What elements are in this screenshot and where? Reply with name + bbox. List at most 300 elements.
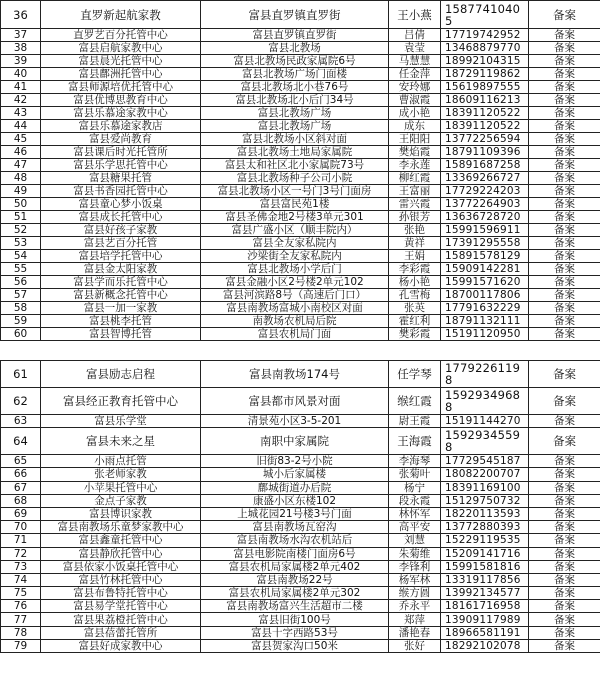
row-number-cell: 45 <box>1 133 41 146</box>
status-cell: 备案 <box>529 415 600 428</box>
phone-cell: 15991596911 <box>441 224 529 237</box>
table-row <box>1 468 600 481</box>
row-number-cell: 58 <box>1 302 41 315</box>
status-cell: 备案 <box>529 276 600 289</box>
table-row <box>1 600 600 613</box>
address-cell: 旧街83-2号小院 <box>201 455 389 468</box>
address-cell: 富县北教场广场 <box>201 107 389 120</box>
table-row <box>1 185 600 198</box>
contact-person-cell: 任学琴 <box>389 361 441 388</box>
institution-name-cell: 富县新概念托管中心 <box>41 289 201 302</box>
phone-cell: 18992104315 <box>441 55 529 68</box>
table-row <box>1 211 600 224</box>
contact-person-cell: 杨小艳 <box>389 276 441 289</box>
status-cell: 备案 <box>529 237 600 250</box>
contact-person-cell: 曹淑霞 <box>389 94 441 107</box>
phone-cell: 18729119862 <box>441 68 529 81</box>
table-row <box>1 198 600 211</box>
table-row <box>1 455 600 468</box>
phone-cell: 15209141716 <box>441 547 529 560</box>
table-row <box>1 639 600 652</box>
institution-name-cell: 富县鑫童托管中心 <box>41 534 201 547</box>
institution-name-cell: 直罗新起航家教 <box>41 1 201 29</box>
phone-cell: 15991571620 <box>441 276 529 289</box>
contact-person-cell: 王小燕 <box>389 1 441 29</box>
address-cell: 康盛小区东楼102 <box>201 494 389 507</box>
contact-person-cell: 雷兴霞 <box>389 198 441 211</box>
institution-name-cell: 富县鄜洲托管中心 <box>41 68 201 81</box>
table-row <box>1 315 600 328</box>
institution-name-cell: 富县乐慕途家教中心 <box>41 107 201 120</box>
address-cell: 南职中家属院 <box>201 428 389 455</box>
table-row <box>1 302 600 315</box>
row-number-cell: 62 <box>1 388 41 415</box>
phone-cell: 15891578129 <box>441 250 529 263</box>
institution-name-cell: 富县学而乐托管中心 <box>41 276 201 289</box>
contact-person-cell: 刘慧 <box>389 534 441 547</box>
phone-cell: 13636728720 <box>441 211 529 224</box>
address-cell: 富县南教场水沟农机站后 <box>201 534 389 547</box>
address-cell: 富县广盛小区（顺丰院内） <box>201 224 389 237</box>
address-cell: 城小后家属楼 <box>201 468 389 481</box>
institution-name-cell: 富县南教场乐童梦家教中心 <box>41 521 201 534</box>
contact-person-cell: 郑萍 <box>389 613 441 626</box>
status-cell: 备案 <box>529 315 600 328</box>
institution-name-cell: 富县童心梦小饭桌 <box>41 198 201 211</box>
row-number-cell: 75 <box>1 587 41 600</box>
institution-name-cell: 富县励志启程 <box>41 361 201 388</box>
phone-cell: 18966581191 <box>441 626 529 639</box>
table-row <box>1 120 600 133</box>
table-row <box>1 494 600 507</box>
contact-person-cell: 王娟 <box>389 250 441 263</box>
row-number-cell: 61 <box>1 361 41 388</box>
phone-cell: 17729545187 <box>441 455 529 468</box>
phone-cell: 17792261198 <box>441 361 529 388</box>
address-cell: 富县电影院南楼门面房6号 <box>201 547 389 560</box>
row-number-cell: 59 <box>1 315 41 328</box>
phone-cell: 15877410405 <box>441 1 529 29</box>
address-cell: 富县北教场北小巷76号 <box>201 81 389 94</box>
phone-cell: 18391120522 <box>441 107 529 120</box>
table-row <box>1 146 600 159</box>
table-row <box>1 388 600 415</box>
address-cell: 富县北教场 <box>201 42 389 55</box>
status-cell: 备案 <box>529 587 600 600</box>
phone-cell: 13468879770 <box>441 42 529 55</box>
address-cell: 富县北教场广场门面楼 <box>201 68 389 81</box>
phone-cell: 15619897555 <box>441 81 529 94</box>
contact-person-cell: 成小艳 <box>389 107 441 120</box>
row-number-cell: 63 <box>1 415 41 428</box>
row-number-cell: 47 <box>1 159 41 172</box>
address-cell: 富县南教场174号 <box>201 361 389 388</box>
institution-name-cell: 富县优博思教育中心 <box>41 94 201 107</box>
contact-person-cell: 缑红霞 <box>389 388 441 415</box>
institution-name-cell: 富县易学堂托管中心 <box>41 600 201 613</box>
table-row <box>1 521 600 534</box>
status-cell: 备案 <box>529 94 600 107</box>
table-row <box>1 107 600 120</box>
address-cell: 富县南教场22号 <box>201 573 389 586</box>
status-cell: 备案 <box>529 81 600 94</box>
table-row <box>1 573 600 586</box>
row-number-cell: 77 <box>1 613 41 626</box>
status-cell: 备案 <box>529 55 600 68</box>
phone-cell: 18391120522 <box>441 120 529 133</box>
institution-name-cell: 富县静欣托管中心 <box>41 547 201 560</box>
status-cell: 备案 <box>529 428 600 455</box>
address-cell: 富县金融小区2号楼2单元102 <box>201 276 389 289</box>
phone-cell: 15891687258 <box>441 159 529 172</box>
status-cell: 备案 <box>529 29 600 42</box>
contact-person-cell: 朱菊维 <box>389 547 441 560</box>
phone-cell: 13772880393 <box>441 521 529 534</box>
row-number-cell: 43 <box>1 107 41 120</box>
address-cell: 富县旧街100号 <box>201 613 389 626</box>
institution-name-cell: 富县蓓蕾托管所 <box>41 626 201 639</box>
row-number-cell: 41 <box>1 81 41 94</box>
address-cell: 富县直罗镇直罗街 <box>201 29 389 42</box>
status-cell: 备案 <box>529 455 600 468</box>
table-row <box>1 1 600 29</box>
contact-person-cell: 吕倩 <box>389 29 441 42</box>
address-cell: 富县北教场北小后门34号 <box>201 94 389 107</box>
status-cell: 备案 <box>529 388 600 415</box>
status-cell: 备案 <box>529 361 600 388</box>
contact-person-cell: 乔永平 <box>389 600 441 613</box>
status-cell: 备案 <box>529 507 600 520</box>
contact-person-cell: 孔雪梅 <box>389 289 441 302</box>
institution-name-cell: 富县智博托管 <box>41 328 201 341</box>
row-number-cell: 52 <box>1 224 41 237</box>
row-number-cell: 48 <box>1 172 41 185</box>
institution-name-cell: 富县爱尚教育 <box>41 133 201 146</box>
contact-person-cell: 张艳 <box>389 224 441 237</box>
address-cell: 沙梁街全友家私院内 <box>201 250 389 263</box>
row-number-cell: 70 <box>1 521 41 534</box>
phone-cell: 13992134577 <box>441 587 529 600</box>
address-cell: 富县北教场小区斜对面 <box>201 133 389 146</box>
phone-cell: 15909142281 <box>441 263 529 276</box>
address-cell: 上城花园21号楼3号门面 <box>201 507 389 520</box>
phone-cell: 13772256594 <box>441 133 529 146</box>
phone-cell: 15991581816 <box>441 560 529 573</box>
institution-name-cell: 富县好成家教中心 <box>41 639 201 652</box>
row-number-cell: 79 <box>1 639 41 652</box>
table-row <box>1 94 600 107</box>
status-cell: 备案 <box>529 560 600 573</box>
contact-person-cell: 安玲娜 <box>389 81 441 94</box>
row-number-cell: 78 <box>1 626 41 639</box>
institution-name-cell: 富县金太阳家教 <box>41 263 201 276</box>
contact-person-cell: 段永霞 <box>389 494 441 507</box>
status-cell: 备案 <box>529 481 600 494</box>
row-number-cell: 57 <box>1 289 41 302</box>
institution-name-cell: 富县好孩子家教 <box>41 224 201 237</box>
status-cell: 备案 <box>529 133 600 146</box>
table-row <box>1 29 600 42</box>
row-number-cell: 68 <box>1 494 41 507</box>
contact-person-cell: 高平安 <box>389 521 441 534</box>
phone-cell: 18700117806 <box>441 289 529 302</box>
status-cell: 备案 <box>529 68 600 81</box>
status-cell: 备案 <box>529 1 600 29</box>
institution-name-cell: 富县乐学思托管中心 <box>41 159 201 172</box>
phone-cell: 15191120950 <box>441 328 529 341</box>
phone-cell: 13909117989 <box>441 613 529 626</box>
row-number-cell: 56 <box>1 276 41 289</box>
institution-name-cell: 富县一加一家教 <box>41 302 201 315</box>
address-cell: 富县富民苑1楼 <box>201 198 389 211</box>
address-cell: 富县北教场种子公司小院 <box>201 172 389 185</box>
phone-cell: 18609116213 <box>441 94 529 107</box>
row-number-cell: 53 <box>1 237 41 250</box>
status-cell: 备案 <box>529 521 600 534</box>
row-number-cell: 67 <box>1 481 41 494</box>
address-cell: 鄜城街道办后院 <box>201 481 389 494</box>
institution-name-cell: 富县竹林托管中心 <box>41 573 201 586</box>
table-row <box>1 587 600 600</box>
row-number-cell: 42 <box>1 94 41 107</box>
phone-cell: 18391169100 <box>441 481 529 494</box>
institution-name-cell: 富县师源培优托管中心 <box>41 81 201 94</box>
institution-name-cell: 富县课后时光托管所 <box>41 146 201 159</box>
row-number-cell: 76 <box>1 600 41 613</box>
institution-name-cell: 富县未来之星 <box>41 428 201 455</box>
institution-name-cell: 富县依家小饭桌托管中心 <box>41 560 201 573</box>
status-cell: 备案 <box>529 224 600 237</box>
row-number-cell: 50 <box>1 198 41 211</box>
address-cell: 富县农机局门面 <box>201 328 389 341</box>
contact-person-cell: 王富丽 <box>389 185 441 198</box>
status-cell: 备案 <box>529 250 600 263</box>
table-row <box>1 42 600 55</box>
status-cell: 备案 <box>529 302 600 315</box>
table-row <box>1 68 600 81</box>
address-cell: 富县全友家私院内 <box>201 237 389 250</box>
contact-person-cell: 任金萍 <box>389 68 441 81</box>
contact-person-cell: 袁莹 <box>389 42 441 55</box>
address-cell: 富县北教场小区一号门3号门面房 <box>201 185 389 198</box>
table-row <box>1 328 600 341</box>
contact-person-cell: 黄祥 <box>389 237 441 250</box>
status-cell: 备案 <box>529 185 600 198</box>
address-cell: 富县直罗镇直罗街 <box>201 1 389 29</box>
status-cell: 备案 <box>529 146 600 159</box>
table-row <box>1 626 600 639</box>
table-row <box>1 415 600 428</box>
row-number-cell: 65 <box>1 455 41 468</box>
row-number-cell: 55 <box>1 263 41 276</box>
contact-person-cell: 李永莲 <box>389 159 441 172</box>
row-number-cell: 44 <box>1 120 41 133</box>
table-row <box>1 81 600 94</box>
row-number-cell: 40 <box>1 68 41 81</box>
institution-name-cell: 富县乐学堂 <box>41 415 201 428</box>
address-cell: 富县南教场富城小南校区对面 <box>201 302 389 315</box>
status-cell: 备案 <box>529 198 600 211</box>
table-row <box>1 159 600 172</box>
row-number-cell: 37 <box>1 29 41 42</box>
table-row <box>1 133 600 146</box>
address-cell: 富县北教场广场 <box>201 120 389 133</box>
institution-name-cell: 直罗艺百分托管中心 <box>41 29 201 42</box>
table-row <box>1 560 600 573</box>
institution-name-cell: 富县晨光托管中心 <box>41 55 201 68</box>
status-cell: 备案 <box>529 468 600 481</box>
table-row <box>1 547 600 560</box>
table-row <box>1 250 600 263</box>
institution-name-cell: 富县果荔橙托管中心 <box>41 613 201 626</box>
address-cell: 富县太和社区北小家属院73号 <box>201 159 389 172</box>
status-cell: 备案 <box>529 211 600 224</box>
table-row <box>1 289 600 302</box>
table-row <box>1 276 600 289</box>
phone-cell: 13772264903 <box>441 198 529 211</box>
contact-person-cell: 杨宁 <box>389 481 441 494</box>
registry-table-1 <box>0 0 600 341</box>
address-cell: 南教场农机局后院 <box>201 315 389 328</box>
row-number-cell: 54 <box>1 250 41 263</box>
institution-name-cell: 富县培学托管中心 <box>41 250 201 263</box>
phone-cell: 18791132111 <box>441 315 529 328</box>
institution-name-cell: 富县布鲁特托管中心 <box>41 587 201 600</box>
institution-name-cell: 富县乐慕途家教店 <box>41 120 201 133</box>
address-cell: 富县农机局家属楼2单元302 <box>201 587 389 600</box>
address-cell: 富县都市风景对面 <box>201 388 389 415</box>
row-number-cell: 74 <box>1 573 41 586</box>
phone-cell: 18082200707 <box>441 468 529 481</box>
contact-person-cell: 潘艳春 <box>389 626 441 639</box>
status-cell: 备案 <box>529 613 600 626</box>
phone-cell: 17791632229 <box>441 302 529 315</box>
status-cell: 备案 <box>529 328 600 341</box>
contact-person-cell: 王阳阳 <box>389 133 441 146</box>
table-row <box>1 507 600 520</box>
address-cell: 富县北教场小学后门 <box>201 263 389 276</box>
contact-person-cell: 樊彩霞 <box>389 328 441 341</box>
table-row <box>1 613 600 626</box>
contact-person-cell: 林怀军 <box>389 507 441 520</box>
row-number-cell: 39 <box>1 55 41 68</box>
institution-name-cell: 富县经正教育托管中心 <box>41 388 201 415</box>
table-row <box>1 55 600 68</box>
institution-name-cell: 富县艺百分托管 <box>41 237 201 250</box>
contact-person-cell: 孙银芳 <box>389 211 441 224</box>
row-number-cell: 72 <box>1 547 41 560</box>
address-cell: 富县北教场民政家属院6号 <box>201 55 389 68</box>
phone-cell: 17391295558 <box>441 237 529 250</box>
address-cell: 富县农机局家属楼2单元402 <box>201 560 389 573</box>
address-cell: 富县十字西路53号 <box>201 626 389 639</box>
phone-cell: 17719742952 <box>441 29 529 42</box>
contact-person-cell: 霍红利 <box>389 315 441 328</box>
institution-name-cell: 富县桃李托管 <box>41 315 201 328</box>
contact-person-cell: 张英 <box>389 302 441 315</box>
institution-name-cell: 富县糖果托管 <box>41 172 201 185</box>
phone-cell: 13369266727 <box>441 172 529 185</box>
table-row <box>1 172 600 185</box>
row-number-cell: 46 <box>1 146 41 159</box>
contact-person-cell: 李海琴 <box>389 455 441 468</box>
contact-person-cell: 杨军林 <box>389 573 441 586</box>
status-cell: 备案 <box>529 600 600 613</box>
institution-name-cell: 小苹果托管中心 <box>41 481 201 494</box>
address-cell: 富县河滨路8号（高速后门口） <box>201 289 389 302</box>
phone-cell: 15929349688 <box>441 388 529 415</box>
address-cell: 富县贺家沟口50米 <box>201 639 389 652</box>
contact-person-cell: 马慧慧 <box>389 55 441 68</box>
status-cell: 备案 <box>529 573 600 586</box>
phone-cell: 18791109396 <box>441 146 529 159</box>
status-cell: 备案 <box>529 172 600 185</box>
address-cell: 富县北教场土地局家属院 <box>201 146 389 159</box>
institution-name-cell: 张老师家教 <box>41 468 201 481</box>
row-number-cell: 66 <box>1 468 41 481</box>
row-number-cell: 36 <box>1 1 41 29</box>
row-number-cell: 38 <box>1 42 41 55</box>
status-cell: 备案 <box>529 547 600 560</box>
phone-cell: 18292102078 <box>441 639 529 652</box>
row-number-cell: 60 <box>1 328 41 341</box>
phone-cell: 18220113593 <box>441 507 529 520</box>
phone-cell: 17729224203 <box>441 185 529 198</box>
contact-person-cell: 王海霞 <box>389 428 441 455</box>
address-cell: 富县南教场富兴生活超市二楼 <box>201 600 389 613</box>
row-number-cell: 51 <box>1 211 41 224</box>
contact-person-cell: 张好 <box>389 639 441 652</box>
phone-cell: 18161716958 <box>441 600 529 613</box>
table-row <box>1 263 600 276</box>
phone-cell: 15229119535 <box>441 534 529 547</box>
contact-person-cell: 尉王霞 <box>389 415 441 428</box>
phone-cell: 15191144270 <box>441 415 529 428</box>
phone-cell: 13319117856 <box>441 573 529 586</box>
status-cell: 备案 <box>529 626 600 639</box>
address-cell: 富县圣佛金地2号楼3单元301 <box>201 211 389 224</box>
table-row <box>1 428 600 455</box>
table-row <box>1 237 600 250</box>
row-number-cell: 71 <box>1 534 41 547</box>
status-cell: 备案 <box>529 639 600 652</box>
contact-person-cell: 成东 <box>389 120 441 133</box>
status-cell: 备案 <box>529 263 600 276</box>
institution-name-cell: 富县书香园托管中心 <box>41 185 201 198</box>
institution-name-cell: 金点子家教 <box>41 494 201 507</box>
address-cell: 富县南教场瓦窑沟 <box>201 521 389 534</box>
row-number-cell: 49 <box>1 185 41 198</box>
contact-person-cell: 李锋利 <box>389 560 441 573</box>
registry-table-2 <box>0 360 600 653</box>
phone-cell: 15929345598 <box>441 428 529 455</box>
contact-person-cell: 李彩霞 <box>389 263 441 276</box>
status-cell: 备案 <box>529 107 600 120</box>
institution-name-cell: 富县博识家教 <box>41 507 201 520</box>
institution-name-cell: 富县启航家教中心 <box>41 42 201 55</box>
table-row <box>1 534 600 547</box>
table-row <box>1 481 600 494</box>
status-cell: 备案 <box>529 494 600 507</box>
contact-person-cell: 缑方圆 <box>389 587 441 600</box>
institution-name-cell: 小雨点托管 <box>41 455 201 468</box>
row-number-cell: 69 <box>1 507 41 520</box>
institution-name-cell: 富县成长托管中心 <box>41 211 201 224</box>
row-number-cell: 64 <box>1 428 41 455</box>
table-row <box>1 361 600 388</box>
status-cell: 备案 <box>529 42 600 55</box>
status-cell: 备案 <box>529 120 600 133</box>
